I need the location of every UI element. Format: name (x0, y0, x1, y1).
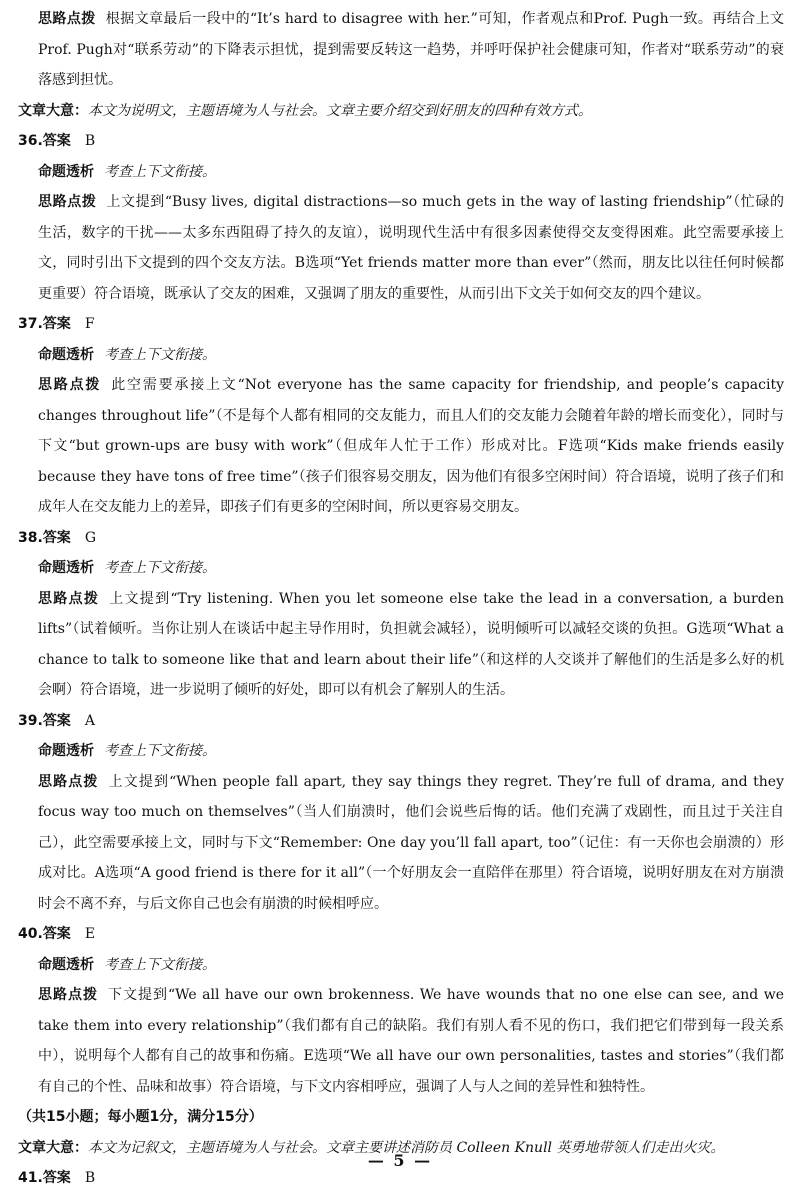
answer-41-number: 41. (18, 1170, 43, 1186)
summary-2: 文章大意：本文为记叙文，主题语境为人与社会。文章主要讲述消防员 Colleen Knull 英勇地带领人们走出火灾。 (18, 1139, 725, 1156)
silu-label: 思路点拨 (38, 194, 97, 210)
answer-label: 答案 (42, 926, 71, 942)
q39-toushi (18, 736, 784, 767)
summary-1: 文章大意：本文为说明文，主题语境为人与社会。文章主要介绍交到好朋友的四种有效方式。 (18, 102, 592, 119)
q36-silu (18, 187, 784, 309)
answer-label: 答案 (42, 712, 71, 729)
q36-silu-text: 上文提到“Busy lives, digital distractions—so much gets in the way of lasting friendship”（忙碌的生活，数字的干扰——太多东西阻碍了持久的友谊），说明现代生活中有很多因素使得交友变得困难。此空需要承接上文，同时引出下文提到的四个交友方法。B选项“Yet friends matter more than ever”（然而，朋友比以往任何时候都更重要）符合语境，既承认了交友的困难，又强调了朋友的重要性，从而引出下文关于如何交友的四个建议。 (38, 194, 784, 302)
page-content (18, 4, 784, 1194)
q38-toushi-text: 考查上下文衔接。 (104, 560, 216, 576)
answer-37-letter: F (84, 316, 95, 332)
toushi-label: 命题透析 (38, 743, 94, 759)
answer-38-number: 38. (18, 529, 43, 546)
q35-silu-paragraph (18, 4, 784, 96)
q38-silu (18, 584, 784, 706)
answer-36-number: 36. (18, 133, 43, 149)
q40-silu (18, 980, 784, 1102)
summary-1-text: 本文为说明文，主题语境为人与社会。文章主要介绍交到好朋友的四种有效方式。 (88, 102, 592, 119)
summary-label: 文章大意 (18, 1139, 74, 1156)
toushi-label: 命题透析 (38, 956, 94, 973)
page-number: — 5 — (367, 1151, 433, 1170)
answer-39-letter: A (84, 712, 95, 729)
silu-label: 思路点拨 (38, 987, 98, 1003)
answer-37-heading (18, 309, 784, 340)
silu-label: 思路点拨 (38, 590, 100, 607)
silu-label: 思路点拨 (38, 11, 96, 27)
q40-toushi (18, 950, 784, 981)
q37-silu-text: 此空需要承接上文“Not everyone has the same capacity for friendship, and people’s capacity changes throughout life”（不是每个人都有相同的交友能力，而且人们的交友能力会随着年龄的增长而变化），同时与下文“but grown-ups are busy with work”（但成年人忙于工作）形成对比。F选项“Kids make friends easily because they have tons of free time”（孩子们很容易交朋友，因为他们有很多空闲时间）符合语境，说明了孩子们和成年人在交友能力上的差异，即孩子们有更多的空闲时间，所以更容易交朋友。 (38, 377, 784, 515)
q40-toushi-text: 考查上下文衔接。 (104, 956, 216, 973)
q39-toushi-text: 考查上下文衔接。 (104, 743, 216, 759)
summary-label: 文章大意 (18, 102, 74, 119)
answer-40-heading (18, 919, 784, 950)
q39-silu-text: 上文提到“When people fall apart, they say things they regret. They’re full of drama, and they focus way too much on themselves”（当人们崩溃时，他们会说些后悔的话。他们充满了戏剧性，而且过于关注自己），此空需要承接上文，同时与下文“Remember: One day you’ll fall apart, too”（记住：有一天你也会崩溃的）形成对比。A选项“A good friend is there for it all”（一个好朋友会一直陪伴在那里）符合语境，说明好朋友在对方崩溃时会不离不弃，与后文你自己也会有崩溃的时候相呼应。 (38, 773, 785, 912)
q37-toushi-text: 考查上下文衔接。 (104, 346, 216, 363)
toushi-label: 命题透析 (38, 163, 94, 180)
answer-36-heading (18, 126, 784, 157)
answer-label: 答案 (42, 1170, 71, 1186)
q40-silu-text: 下文提到“We all have our own brokenness. We have wounds that no one else can see, and we take them into every relationship”（我们都有自己的缺陷。我们有别人看不见的伤口，我们把它们带到每一段关系中），说明每个人都有自己的故事和伤痛。E选项“We all have our own personalities, tastes and stories”（我们都有自己的个性、品味和故事）符合语境，与下文内容相呼应，强调了人与人之间的差异性和独特性。 (38, 987, 784, 1095)
q37-silu (18, 370, 784, 523)
q36-toushi-text: 考查上下文衔接。 (104, 163, 216, 180)
toushi-label: 命题透析 (38, 346, 94, 363)
q37-toushi (18, 340, 784, 371)
silu-label: 思路点拨 (38, 773, 99, 790)
q36-toushi (18, 157, 784, 188)
answer-40-number: 40. (18, 926, 43, 942)
section-note: （共15小题；每小题1分，满分15分） (18, 1109, 263, 1125)
answer-40-letter: E (84, 926, 96, 942)
q38-silu-text: 上文提到“Try listening. When you let someone else take the lead in a conversation, a burden lifts”（试着倾听。当你让别人在谈话中起主导作用时，负担就会减轻），说明倾听可以减轻交谈的负担。G选项“What a chance to talk to someone like that and learn about their life”（和这样的人交谈并了解他们的生活是多么好的机会啊）符合语境，进一步说明了倾听的好处，即可以有机会了解别人的生活。 (38, 590, 785, 698)
answer-39-number: 39. (18, 712, 43, 729)
answer-label: 答案 (42, 133, 71, 149)
q38-toushi (18, 553, 784, 584)
answer-38-letter: G (84, 529, 96, 546)
q39-silu (18, 767, 784, 920)
answer-37-number: 37. (18, 316, 43, 332)
summary-2-text: 本文为记叙文，主题语境为人与社会。文章主要讲述消防员 Colleen Knull 英勇地带领人们走出火灾。 (88, 1139, 725, 1156)
answer-label: 答案 (42, 316, 71, 332)
toushi-label: 命题透析 (38, 560, 94, 576)
answer-36-letter: B (84, 133, 96, 149)
answer-label: 答案 (42, 529, 71, 546)
answer-38-heading (18, 523, 784, 554)
answer-39-heading (18, 706, 784, 737)
silu-label: 思路点拨 (38, 377, 102, 393)
q35-silu-text: 根据文章最后一段中的“It’s hard to disagree with her.”可知，作者观点和Prof. Pugh一致。再结合上文Prof. Pugh对“联系劳动”的下降表示担忧，提到需要反转这一趋势，并呼吁保护社会健康可知，作者对“联系劳动”的衰落感到担忧。 (38, 11, 785, 88)
answer-41-letter: B (84, 1170, 96, 1186)
